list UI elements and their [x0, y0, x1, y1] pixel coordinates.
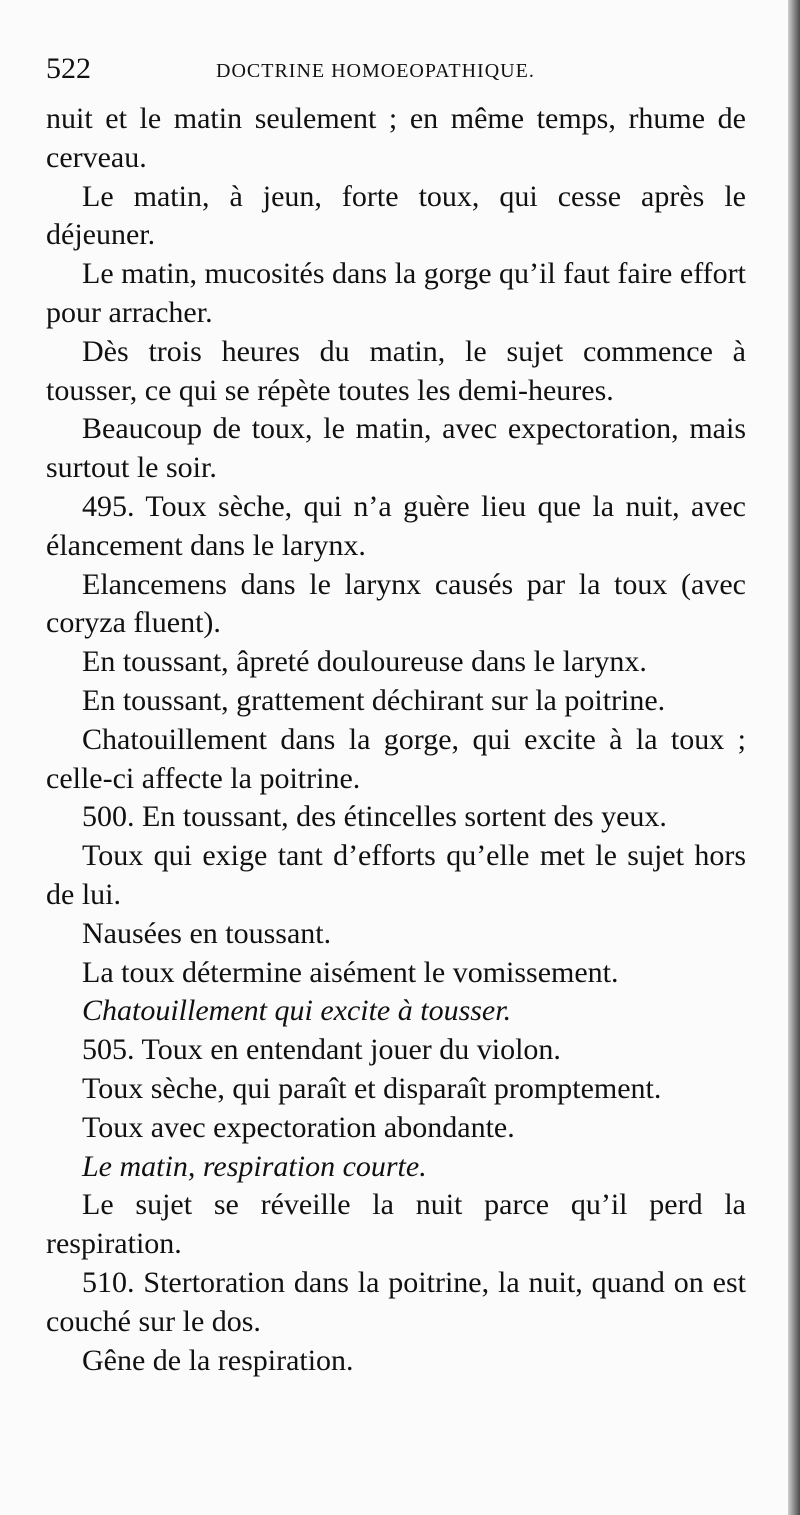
paragraph: Toux avec expectoration abondante.: [82, 1110, 515, 1144]
page-number: 522: [46, 52, 91, 85]
page-header: [46, 52, 746, 92]
paragraph: Elancemens dans le larynx causés par la toux (avec coryza fluent).: [46, 567, 746, 640]
page-edge-shadow: [788, 0, 800, 1515]
body-text: [46, 100, 746, 1380]
running-head: DOCTRINE HOMOEOPATHIQUE.: [216, 60, 535, 82]
paragraph: Gêne de la respiration.: [82, 1343, 354, 1377]
paragraph: Le matin, à jeun, forte toux, qui cesse après le déjeuner.: [46, 179, 746, 252]
paragraph-italic: Le matin, respiration courte.: [82, 1149, 427, 1183]
paragraph: En toussant, âpreté douloureuse dans le larynx.: [82, 645, 647, 679]
paragraph: Le sujet se réveille la nuit parce qu’il perd la respiration.: [46, 1188, 746, 1261]
paragraph: 500. En toussant, des étincelles sortent des yeux.: [82, 800, 667, 834]
paragraph: Dès trois heures du matin, le sujet commence à tousser, ce qui se répète toutes les demi-heures.: [46, 334, 746, 407]
paragraph: La toux détermine aisément le vomissement.: [82, 955, 619, 989]
paragraph: Nausées en toussant.: [82, 916, 332, 950]
paragraph: 510. Stertoration dans la poitrine, la nuit, quand on est couché sur le dos.: [46, 1265, 746, 1338]
paragraph: Chatouillement dans la gorge, qui excite à la toux ; celle-ci affecte la poitrine.: [46, 722, 746, 795]
paragraph-italic: Chatouillement qui excite à tousser.: [82, 994, 512, 1028]
paragraph: Beaucoup de toux, le matin, avec expectoration, mais surtout le soir.: [46, 412, 746, 485]
paragraph: nuit et le matin seulement ; en même temps, rhume de cerveau.: [46, 102, 746, 174]
paragraph: Toux sèche, qui paraît et disparaît promptement.: [82, 1071, 662, 1105]
paragraph: Toux qui exige tant d’efforts qu’elle met le sujet hors de lui.: [46, 839, 746, 911]
paragraph: En toussant, grattement déchirant sur la poitrine.: [82, 683, 666, 717]
paragraph: 495. Toux sèche, qui n’a guère lieu que la nuit, avec élancement dans le larynx.: [46, 489, 746, 562]
paragraph: Le matin, mucosités dans la gorge qu’il faut faire effort pour arracher.: [46, 257, 746, 329]
paragraph: 505. Toux en entendant jouer du violon.: [82, 1033, 561, 1067]
